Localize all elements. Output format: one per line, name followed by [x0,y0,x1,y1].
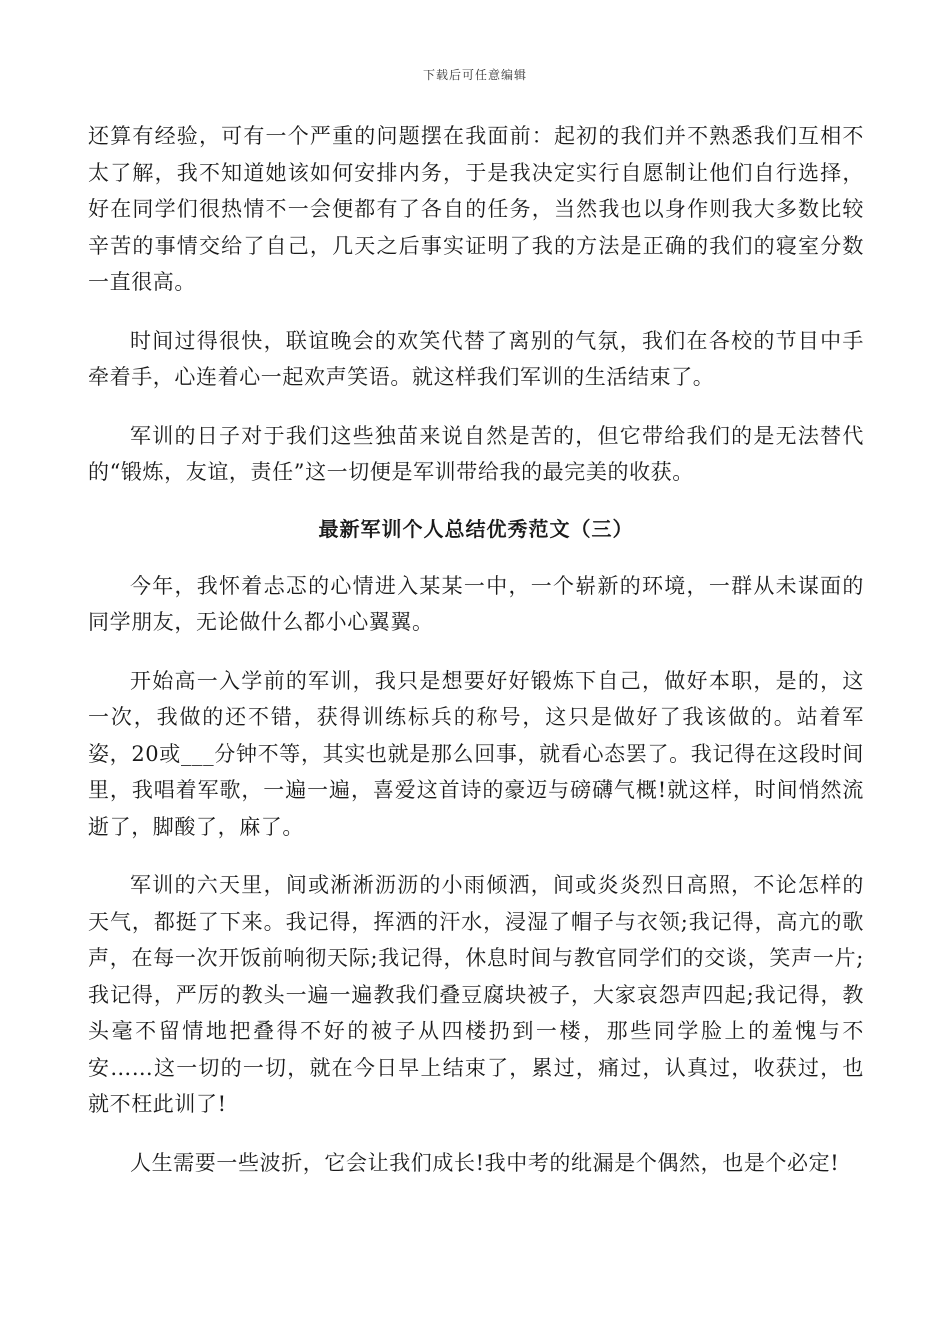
paragraph: 开始高一入学前的军训，我只是想要好好锻炼下自己，做好本职，是的，这一次，我做的还不错，获得训练标兵的称号，这只是做好了我该做的。站着军姿，20或___分钟不等，其实也就是那么回事，就看心态罢了。我记得在这段时间里，我唱着军歌，一遍一遍，喜爱这首诗的豪迈与磅礴气概!就这样，时间悄然流逝了，脚酸了，麻了。 [88,668,864,839]
section-title: 最新军训个人总结优秀范文（三） [318,516,634,541]
paragraph: 今年，我怀着忐忑的心情进入某某一中，一个崭新的环境，一群从未谋面的同学朋友，无论做什么都小心翼翼。 [88,573,864,634]
paragraph: 军训的六天里，间或淅淅沥沥的小雨倾洒，间或炎炎烈日高照，不论怎样的天气，都挺了下来。我记得，挥洒的汗水，浸湿了帽子与衣领;我记得，高亢的歌声，在每一次开饭前响彻天际;我记得，休息时间与教官同学们的交谈，笑声一片;我记得，严厉的教头一遍一遍教我们叠豆腐块被子，大家哀怨声四起;我记得，教头毫不留情地把叠得不好的被子从四楼扔到一楼，那些同学脸上的羞愧与不安……这一切的一切，就在今日早上结束了，累过，痛过，认真过，收获过，也就不枉此训了! [88,873,864,1116]
document-body [88,118,864,1203]
paragraph: 人生需要一些波折，它会让我们成长!我中考的纰漏是个偶然，也是个必定! [130,1150,840,1175]
paragraph: 时间过得很快，联谊晚会的欢笑代替了离别的气氛，我们在各校的节目中手牵着手，心连着心一起欢声笑语。就这样我们军训的生活结束了。 [88,328,864,389]
paragraph: 军训的日子对于我们这些独苗来说自然是苦的，但它带给我们的是无法替代的“锻炼，友谊，责任”这一切便是军训带给我的最完美的收获。 [88,423,864,484]
paragraph-continued: 还算有经验，可有一个严重的问题摆在我面前：起初的我们并不熟悉我们互相不太了解，我不知道她该如何安排内务，于是我决定实行自愿制让他们自行选择，好在同学们很热情不一会便都有了各自的任务，当然我也以身作则我大多数比较辛苦的事情交给了自己，几天之后事实证明了我的方法是正确的我们的寝室分数一直很高。 [88,124,864,294]
header-note: 下载后可任意编辑 [422,68,527,82]
